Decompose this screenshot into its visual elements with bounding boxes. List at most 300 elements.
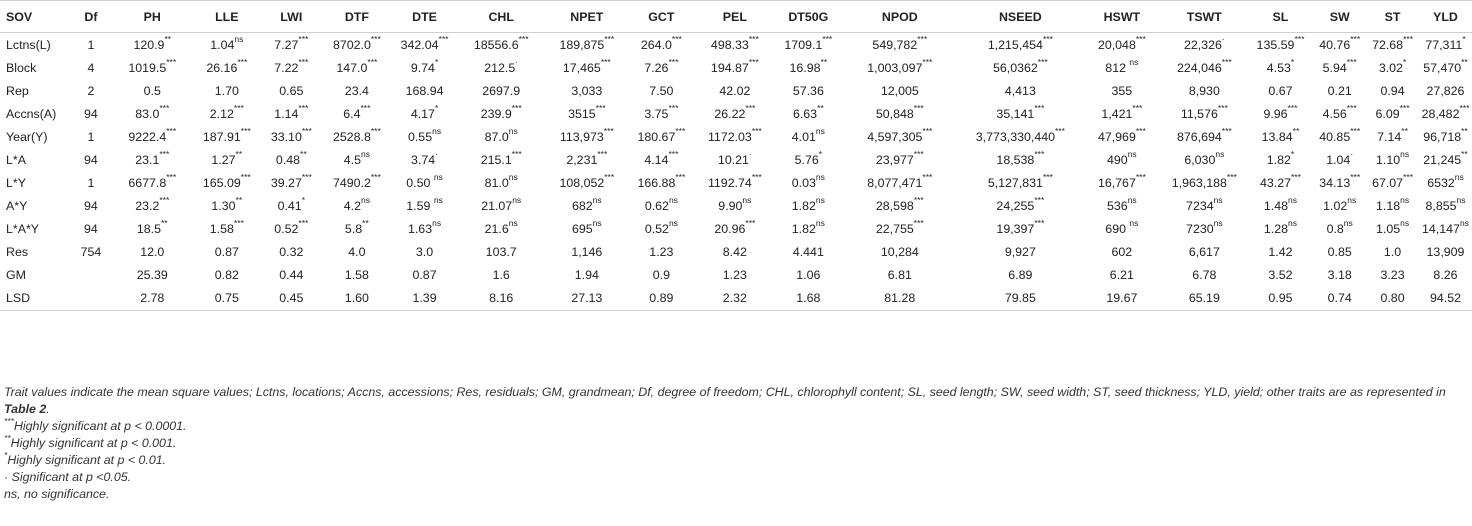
cell-value: 23,977 — [875, 152, 914, 167]
footnote-text: Highly significant at p < 0.001. — [10, 436, 177, 450]
cell-value: 1,146 — [571, 244, 603, 259]
table-cell — [842, 33, 958, 57]
cell-value: 120.9 — [133, 37, 165, 52]
table-cell — [842, 286, 958, 311]
table-cell — [1419, 125, 1472, 148]
cell-value: 0.94 — [1380, 83, 1405, 98]
footnote-item — [4, 449, 1466, 469]
table-cell — [1419, 240, 1472, 263]
significance-mark: * — [1402, 57, 1407, 68]
cell-value: 103.7 — [485, 244, 517, 259]
table-cell — [958, 286, 1083, 311]
significance-mark: *** — [913, 103, 924, 114]
table-cell — [392, 286, 457, 311]
cell-value: 0.44 — [279, 267, 304, 282]
table-cell — [1313, 240, 1366, 263]
cell-value: 1.18 — [1375, 198, 1401, 213]
table-cell — [457, 240, 546, 263]
table-cell — [192, 286, 261, 311]
table-cell — [1248, 240, 1314, 263]
table-row — [0, 125, 1472, 148]
cell-value: 8,077,471 — [867, 175, 923, 190]
cell-value: 72.68 — [1372, 37, 1404, 52]
cell-value: 8.16 — [489, 291, 514, 305]
cell-value: 27.13 — [571, 291, 603, 305]
table-cell — [1248, 148, 1314, 171]
cell-value: 5,127,831 — [987, 175, 1043, 190]
significance-mark: *** — [1034, 149, 1045, 160]
significance-mark: ns — [1343, 218, 1353, 229]
table-cell — [546, 79, 628, 102]
table-cell — [457, 79, 546, 102]
significance-mark: *** — [1217, 103, 1228, 114]
table-cell — [1313, 171, 1366, 194]
cell-value: 5.76 — [794, 152, 819, 167]
significance-mark: *** — [240, 172, 251, 183]
table-cell — [958, 125, 1083, 148]
cell-value: 215.1 — [480, 152, 512, 167]
significance-mark: *** — [233, 103, 244, 114]
table-cell — [1161, 33, 1248, 57]
table-cell — [628, 286, 695, 311]
cell-value: 94 — [84, 198, 98, 213]
cell-value: 0.65 — [279, 83, 304, 98]
cell-value: 1.82 — [1266, 152, 1291, 167]
column-header-ph: PH — [112, 1, 192, 33]
cell-value: 40.76 — [1319, 37, 1351, 52]
table-cell — [1083, 33, 1161, 57]
significance-mark: *** — [1034, 103, 1045, 114]
cell-value: 67.07 — [1372, 175, 1404, 190]
table-cell — [457, 125, 546, 148]
cell-value: 6.21 — [1109, 267, 1134, 282]
cell-value: 18556.6 — [473, 37, 519, 52]
cell-value: 9.96 — [1263, 106, 1288, 121]
significance-mark: *** — [367, 57, 378, 68]
table-cell — [695, 217, 775, 240]
significance-mark: ns — [234, 34, 244, 45]
table-cell — [775, 240, 842, 263]
table-cell — [392, 148, 457, 171]
cell-value: 0.87 — [214, 244, 239, 259]
table-cell — [192, 171, 261, 194]
significance-mark: *** — [301, 172, 312, 183]
significance-mark: *** — [166, 57, 177, 68]
significance-mark: ns — [668, 218, 678, 229]
cell-value: 20.96 — [714, 221, 746, 236]
cell-value: 6.63 — [792, 106, 818, 121]
table-cell — [192, 125, 261, 148]
cell-value: 194.87 — [710, 60, 749, 75]
table-cell — [1161, 194, 1248, 217]
table-cell — [0, 125, 70, 148]
table-cell — [628, 125, 695, 148]
significance-mark: *** — [1294, 34, 1305, 45]
cell-value: 355 — [1111, 83, 1133, 98]
table-cell — [392, 125, 457, 148]
table-cell — [321, 148, 392, 171]
significance-mark: ns — [1127, 149, 1137, 160]
table-cell — [0, 79, 70, 102]
cell-value: 83.0 — [135, 106, 160, 121]
table-cell — [261, 148, 321, 171]
table-cell — [392, 217, 457, 240]
table-cell — [775, 33, 842, 57]
table-cell — [842, 102, 958, 125]
table-cell — [1161, 240, 1248, 263]
significance-mark: *** — [671, 34, 682, 45]
cell-value: 1.58 — [209, 221, 234, 236]
table-cell — [1419, 79, 1472, 102]
table-cell — [0, 33, 70, 57]
table-cell — [112, 79, 192, 102]
table-row — [0, 102, 1472, 125]
significance-mark: *** — [159, 149, 170, 160]
table-cell — [1248, 102, 1314, 125]
table-cell — [1366, 125, 1419, 148]
cell-value: 8702.0 — [332, 37, 371, 52]
table-cell — [842, 56, 958, 79]
cell-value: 1.60 — [344, 291, 369, 305]
significance-mark: ns — [432, 126, 442, 137]
significance-mark: · — [435, 149, 439, 160]
cell-value: 168.94 — [405, 83, 444, 98]
cell-value: 40.85 — [1319, 129, 1351, 144]
cell-value: 1,215,454 — [987, 37, 1043, 52]
significance-mark: *** — [1034, 195, 1045, 206]
table-cell — [1083, 194, 1161, 217]
table-cell — [1083, 217, 1161, 240]
cell-value: 1172.03 — [707, 129, 752, 144]
cell-value: 2528.8 — [332, 129, 371, 144]
significance-mark: ns — [592, 218, 602, 229]
cell-value: 1.58 — [344, 267, 369, 282]
significance-mark: ns — [1454, 172, 1464, 183]
cell-value: 81.28 — [884, 291, 916, 305]
table-cell — [695, 102, 775, 125]
cell-value: 1.63 — [407, 221, 433, 236]
column-header-lle: LLE — [192, 1, 261, 33]
cell-value: 8,855 — [1425, 198, 1457, 213]
table-cell — [321, 217, 392, 240]
cell-value: 876,694 — [1176, 129, 1222, 144]
table-cell — [1419, 217, 1472, 240]
significance-mark: *** — [597, 149, 608, 160]
table-cell — [842, 125, 958, 148]
table-cell — [0, 240, 70, 263]
table-cell — [1161, 263, 1248, 286]
cell-value: 239.9 — [480, 106, 512, 121]
cell-value: 57.36 — [792, 83, 824, 98]
table-cell — [775, 148, 842, 171]
table-cell — [546, 286, 628, 311]
significance-mark: ns — [1347, 195, 1357, 206]
cell-value: 1.94 — [574, 267, 599, 282]
table-cell — [1366, 102, 1419, 125]
column-header-nseed: NSEED — [958, 1, 1083, 33]
table-cell — [1083, 148, 1161, 171]
cell-value: Year(Y) — [6, 129, 48, 144]
cell-value: 4 — [87, 60, 95, 75]
table-cell — [1419, 263, 1472, 286]
significance-mark: ** — [1461, 149, 1468, 160]
significance-mark: ** — [235, 149, 243, 160]
table-cell — [1313, 148, 1366, 171]
table-cell — [842, 194, 958, 217]
cell-value: 7.27 — [274, 37, 299, 52]
column-header-yld: YLD — [1419, 1, 1472, 33]
table-cell — [261, 56, 321, 79]
cell-value: L*A — [6, 152, 26, 167]
table-cell — [775, 125, 842, 148]
significance-mark: *** — [1346, 103, 1357, 114]
cell-value: 3.0 — [415, 244, 434, 259]
table-cell — [1083, 102, 1161, 125]
significance-mark: *** — [1346, 57, 1357, 68]
cell-value: 2.12 — [209, 106, 234, 121]
significance-mark: *** — [922, 172, 933, 183]
table-cell — [457, 56, 546, 79]
significance-mark: ** — [300, 149, 307, 160]
table-cell — [1313, 263, 1366, 286]
significance-mark: *** — [668, 57, 679, 68]
significance-mark: * — [818, 149, 823, 160]
table-cell — [1083, 171, 1161, 194]
table-row — [0, 217, 1472, 240]
cell-value: 224,046 — [1176, 60, 1222, 75]
table-cell — [321, 125, 392, 148]
table-cell — [628, 240, 695, 263]
footnote-mark: * — [4, 449, 8, 460]
cell-value: 2,231 — [566, 152, 598, 167]
table-cell — [321, 194, 392, 217]
significance-mark: ns — [815, 126, 825, 137]
significance-mark: *** — [240, 126, 251, 137]
footnote-text: Highly significant at p < 0.01. — [7, 453, 167, 467]
table-cell — [1313, 286, 1366, 311]
table-cell — [112, 56, 192, 79]
table-cell — [457, 148, 546, 171]
cell-value: 549,782 — [872, 37, 918, 52]
significance-mark: ** — [1292, 126, 1300, 137]
cell-value: 7.14 — [1377, 129, 1402, 144]
table-cell — [1366, 79, 1419, 102]
table-cell — [112, 240, 192, 263]
table-cell — [0, 194, 70, 217]
table-row — [0, 171, 1472, 194]
table-cell — [392, 33, 457, 57]
cell-value: 18.5 — [136, 221, 161, 236]
cell-value: 4.53 — [1266, 60, 1291, 75]
cell-value: 6.4 — [343, 106, 361, 121]
cell-value: 0.75 — [214, 291, 239, 305]
table-cell — [546, 102, 628, 125]
table-cell — [546, 33, 628, 57]
cell-value: 12.0 — [140, 244, 165, 259]
table-cell — [546, 56, 628, 79]
cell-value: 187.91 — [202, 129, 241, 144]
cell-value: 1.23 — [722, 267, 747, 282]
cell-value: 0.41 — [277, 198, 302, 213]
cell-value: 4.441 — [792, 244, 824, 259]
table-cell — [1313, 56, 1366, 79]
table-cell — [0, 148, 70, 171]
cell-value: 6677.8 — [128, 175, 167, 190]
table-cell — [261, 286, 321, 311]
cell-value: 0.89 — [649, 291, 674, 305]
cell-value: 21,245 — [1423, 152, 1462, 167]
table-cell — [70, 240, 112, 263]
table-cell — [695, 125, 775, 148]
significance-mark: *** — [913, 218, 924, 229]
table-cell — [628, 33, 695, 57]
cell-value: 26.22 — [714, 106, 746, 121]
cell-value: 1.0 — [1383, 244, 1402, 259]
column-header-gct: GCT — [628, 1, 695, 33]
table-cell — [1366, 148, 1419, 171]
cell-value: 3.74 — [411, 152, 436, 167]
significance-mark: *** — [1350, 126, 1361, 137]
table-cell — [192, 33, 261, 57]
table-cell — [1313, 102, 1366, 125]
cell-value: 65.19 — [1188, 291, 1220, 305]
table-cell — [958, 194, 1083, 217]
table-cell — [321, 240, 392, 263]
cell-value: 0.45 — [279, 291, 304, 305]
significance-mark: *** — [922, 57, 933, 68]
significance-mark: *** — [675, 126, 686, 137]
cell-value: 3,033 — [571, 83, 603, 98]
footnote-item — [4, 432, 1466, 452]
significance-mark: *** — [370, 126, 381, 137]
significance-mark: *** — [370, 172, 381, 183]
significance-mark: *** — [301, 126, 312, 137]
cell-value: 1.59 — [406, 198, 434, 213]
cell-value: 19,397 — [996, 221, 1035, 236]
cell-value: 6.81 — [887, 267, 912, 282]
table-cell — [628, 217, 695, 240]
table-cell — [775, 102, 842, 125]
table-cell — [457, 102, 546, 125]
cell-value: 0.67 — [1268, 83, 1293, 98]
table-cell — [1366, 240, 1419, 263]
significance-mark: ns — [433, 195, 443, 206]
footnote-main: Trait values indicate the mean square values; Lctns, locations; Accns, accessions; Res, residuals; GM, grandmean; Df, degree of freedom; CHL, chlorophyll content; SL, seed length; SW, seed width; ST, seed thickness; YLD, yield; other traits are as represented in Table 2. — [4, 385, 1446, 416]
significance-mark: *** — [913, 195, 924, 206]
footnote-mark: ** — [4, 432, 11, 443]
cell-value: 0.62 — [644, 198, 669, 213]
significance-mark: *** — [1399, 103, 1410, 114]
table-cell — [192, 240, 261, 263]
cell-value: 2 — [87, 83, 95, 98]
cell-value: 166.88 — [637, 175, 676, 190]
table-cell — [1083, 56, 1161, 79]
significance-mark: ** — [1401, 126, 1408, 137]
significance-mark: ns — [592, 195, 602, 206]
significance-mark: *** — [1403, 34, 1414, 45]
table-2-reference: Table 2 — [4, 402, 47, 416]
table-cell — [775, 79, 842, 102]
significance-mark: ** — [235, 195, 243, 206]
table-cell — [1248, 79, 1314, 102]
cell-value: 7234 — [1186, 198, 1214, 213]
significance-mark: *** — [748, 34, 759, 45]
table-cell — [958, 102, 1083, 125]
cell-value: 0.21 — [1327, 83, 1352, 98]
cell-value: Lctns(L) — [6, 37, 51, 52]
table-cell — [192, 102, 261, 125]
cell-value: 6,030 — [1184, 152, 1216, 167]
footnote-list — [4, 415, 1466, 503]
cell-value: 0.82 — [214, 267, 239, 282]
table-cell — [1419, 286, 1472, 311]
table-cell — [321, 56, 392, 79]
cell-value: Block — [6, 60, 37, 75]
table-cell — [1366, 217, 1419, 240]
table-cell — [1313, 217, 1366, 240]
table-cell — [546, 171, 628, 194]
significance-mark: *** — [518, 34, 529, 45]
cell-value: 9,927 — [1004, 244, 1036, 259]
cell-value: 9.90 — [718, 198, 743, 213]
significance-mark: ns — [508, 126, 518, 137]
column-header-dtf: DTF — [321, 1, 392, 33]
table-cell — [1248, 217, 1314, 240]
cell-value: 1019.5 — [128, 60, 167, 75]
cell-value: 1 — [87, 129, 95, 144]
significance-mark: *** — [1042, 172, 1053, 183]
footnote-mark: *** — [4, 415, 14, 426]
table-cell — [192, 194, 261, 217]
table-cell — [1366, 33, 1419, 57]
table-cell — [958, 217, 1083, 240]
significance-mark: ns — [512, 195, 522, 206]
cell-value: 96,718 — [1423, 129, 1462, 144]
significance-mark: *** — [1350, 34, 1361, 45]
cell-value: 4.56 — [1322, 106, 1347, 121]
cell-value: 28,598 — [875, 198, 914, 213]
significance-mark: *** — [370, 34, 381, 45]
table-cell — [112, 102, 192, 125]
cell-value: 0.52 — [274, 221, 299, 236]
significance-mark: *** — [595, 103, 606, 114]
significance-mark: *** — [600, 57, 611, 68]
significance-mark: *** — [751, 126, 762, 137]
table-cell — [1366, 56, 1419, 79]
cell-value: 3.52 — [1268, 267, 1293, 282]
significance-mark: ns — [1400, 218, 1410, 229]
table-cell — [1366, 194, 1419, 217]
table-cell — [695, 171, 775, 194]
cell-value: 212.5 — [484, 60, 516, 75]
table-cell — [70, 79, 112, 102]
header-row — [0, 1, 1472, 33]
significance-mark: *** — [668, 103, 679, 114]
significance-mark: ns — [1127, 195, 1137, 206]
table-cell — [70, 171, 112, 194]
cell-value: 1 — [87, 37, 95, 52]
cell-value: Rep — [6, 83, 29, 98]
table-cell — [1248, 171, 1314, 194]
cell-value: 6.89 — [1008, 267, 1033, 282]
table-cell — [321, 286, 392, 311]
table-cell — [842, 79, 958, 102]
table-cell — [457, 33, 546, 57]
cell-value: 1.05 — [1375, 221, 1401, 236]
significance-mark: *** — [913, 149, 924, 160]
significance-mark: ns — [815, 195, 825, 206]
cell-value: 23.4 — [344, 83, 369, 98]
